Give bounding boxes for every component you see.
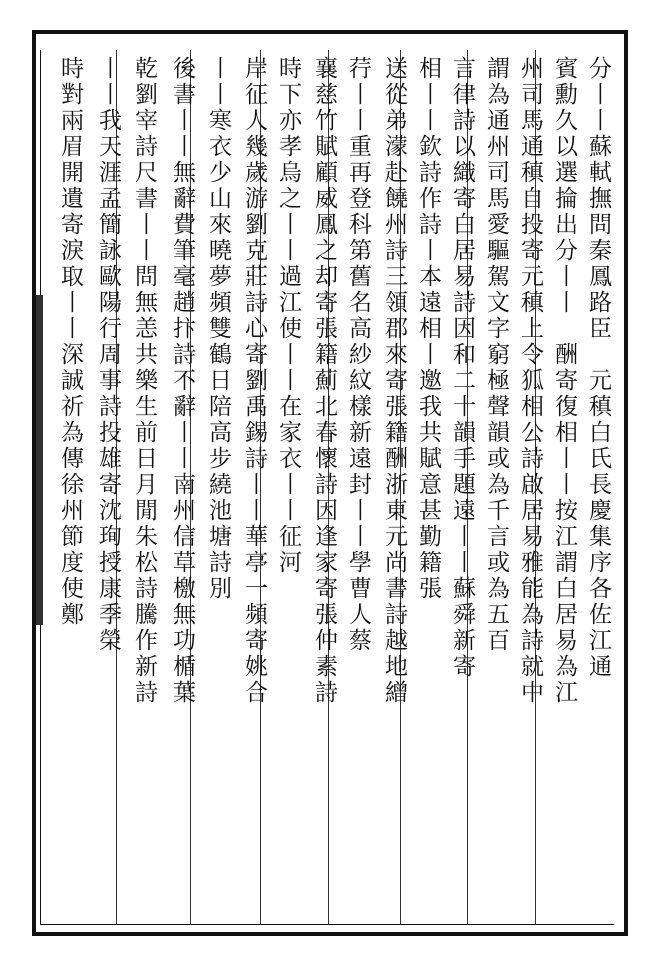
text-column-11: 岸征人幾歲游劉克莊詩心寄劉禹錫詩丨丨華亭一頻寄姚合 xyxy=(241,56,267,706)
text-column-8: 荇丨丨重再登科第舊名高紗紋樣新遠封丨丨學曹人蔡 xyxy=(345,56,371,654)
text-column-12: 丨丨寒衣少山來曉夢頻雙鶴日陪高步繞池塘詩別 xyxy=(205,56,231,602)
text-column-1: 分丨丨蘇軾撫問秦鳳路臣 元稹白氏長慶集序各佐江通 xyxy=(585,56,611,680)
text-column-14: 乾劉宰詩尺書丨丨問無恙共樂生前日月閒朱松詩騰作新詩 xyxy=(131,56,157,706)
text-column-5: 言律詩以織寄白居易詩因和二十韻手題遠丨丨蘇舜新寄 xyxy=(449,56,475,680)
binding-margin-strip xyxy=(36,295,43,625)
text-column-16: 時對兩眉開遺寄淚取丨丨深誠祈為傳徐州節度使鄭 xyxy=(57,56,83,628)
text-column-3: 州司馬通稹自投寄元稹上令狐相公詩啟居易雅能為詩就中 xyxy=(517,56,543,706)
text-column-4: 謂為通州司馬愛驅駕文字窮極聲韻或為千言或為五百 xyxy=(483,56,509,654)
text-column-2: 賓勳久以選掄出分丨丨 酬寄復相丨丨按江謂白居易為江 xyxy=(551,56,577,706)
text-column-10: 時下亦孝烏之丨丨過江使丨丨在家衣丨丨征河 xyxy=(275,56,301,576)
text-column-13: 後書丨丨無辭費筆毫趙抃詩不辭丨丨南州信草檄無功楯葉 xyxy=(169,56,195,706)
text-column-9: 襄慈竹賦顧威鳳之却寄張籍薊北春懷詩因逢家寄張仲素詩 xyxy=(311,56,337,706)
text-column-6: 相丨丨欽詩作詩丨本遠相丨邀我共賦意甚勤籍張 xyxy=(415,56,441,602)
text-column-7: 送從弟濛赴饒州詩三領郡來寄張籍酬浙東元尚書詩越地繒 xyxy=(381,56,407,706)
text-column-15: 丨丨我天涯孟簡詠歐陽行周事詩投雄寄沈珣授康季榮 xyxy=(95,56,121,654)
